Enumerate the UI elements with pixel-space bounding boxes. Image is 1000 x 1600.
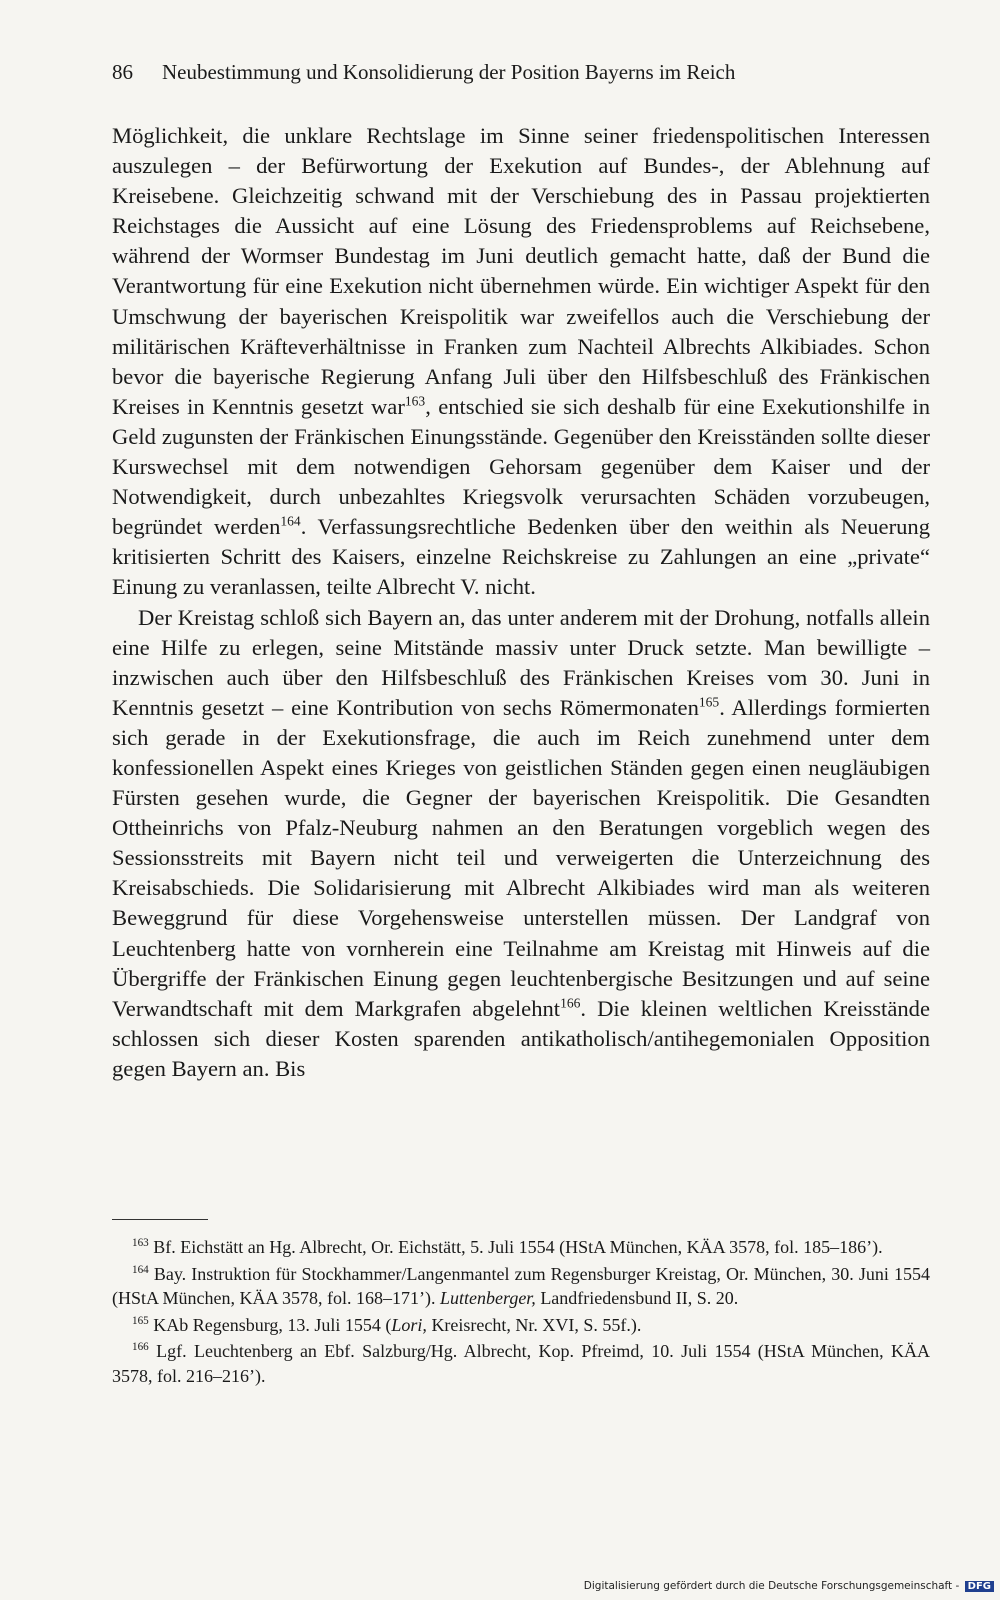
footnote-166 <box>112 1339 930 1388</box>
footnote-text: Bay. Instruktion für Stockhammer/Langenmantel zum Regensburger Kreistag, Or. München, 30. Juni 1554 (HStA München, KÄA 3578, fol. 168–171’). <box>112 1263 931 1309</box>
paragraph-2-part-1: Der Kreistag schloß sich Bayern an, das unter anderem mit der Drohung, notfalls allein eine Hilfe zu erlegen, seine Mitstände massiv unter Druck setzte. Man bewilligte – inzwischen auch über den Hilfsbeschluß des Fränkischen Kreises vom 30. Juni in Kenntnis gesetzt – eine Kontribution von sechs Römermonaten <box>112 604 930 720</box>
credit-text: Digitalisierung gefördert durch die Deutsche Forschungsgemeinschaft - <box>583 1580 960 1592</box>
footnote-163 <box>112 1235 930 1260</box>
footnote-ref-164[interactable]: 164 <box>280 513 301 529</box>
footnote-text: Landfriedensbund II, S. 20. <box>535 1288 739 1309</box>
footnote-164 <box>112 1262 930 1311</box>
paragraph-1-part-3: . Verfassungsrechtliche Bedenken über den weithin als Neuerung kritisierten Schritt des Kaisers, einzelne Reichskreise zu Zahlungen an eine „private“ Einung zu veranlassen, teilte Albrecht V. nicht. <box>112 514 930 600</box>
footnote-author: Lori, <box>391 1314 427 1335</box>
footnote-ref-163[interactable]: 163 <box>404 393 426 409</box>
footnote-author: Luttenberger, <box>439 1288 536 1309</box>
footnotes <box>112 1235 930 1391</box>
footnote-165 <box>112 1313 930 1338</box>
paragraph-2-part-3: . Die kleinen weltlichen Kreisstände schlossen sich dieser Kosten sparenden antikatholisch/antihegemonialen Opposition gegen Bayern an. Bis <box>112 995 930 1081</box>
running-title: Neubestimmung und Konsolidierung der Position Bayerns im Reich <box>162 60 736 84</box>
footnote-number: 165 <box>132 1314 149 1327</box>
paragraph-1-part-1: Möglichkeit, die unklare Rechtslage im Sinne seiner friedenspolitischen Interessen auszulegen – der Befürwortung der Exekution auf Bundes-, der Ablehnung auf Kreisebene. Gleichzeitig schwand mit der Verschiebung des in Passau projektierten Reichstages die Aussicht auf eine Lösung des Friedensproblems auf Reichsebene, während der Wormser Bundestag im Juni deutlich gemacht hatte, daß der Bund die Verantwortung für eine Exekution nicht übernehmen würde. Ein wichtiger Aspekt für den Umschwung der bayerischen Kreispolitik war zweifellos auch die Verschiebung der militärischen Kräfteverhältnisse in Franken zum Nachteil Albrechts Alkibiades. Schon bevor die bayerische Regierung Anfang Juli über den Hilfsbeschluß des Fränkischen Kreises in Kenntnis gesetzt war <box>112 123 930 419</box>
footnote-ref-165[interactable]: 165 <box>698 694 720 710</box>
page-number: 86 <box>112 60 133 84</box>
main-text <box>112 121 930 1084</box>
running-header <box>112 58 862 86</box>
digitization-credit <box>584 1580 994 1592</box>
footnote-number: 163 <box>132 1237 149 1249</box>
footnote-number: 164 <box>132 1263 149 1276</box>
footnote-text: Lgf. Leuchtenberg an Ebf. Salzburg/Hg. Albrecht, Kop. Pfreimd, 10. Juli 1554 (HStA München, KÄA 3578, fol. 216–216’). <box>112 1341 931 1386</box>
footnote-separator <box>112 1219 208 1220</box>
dfg-logo: DFG <box>965 1581 994 1592</box>
paragraph-1-part-2: , entschied sie sich deshalb für eine Exekutionshilfe in Geld zugunsten der Fränkischen Einungsstände. Gegenüber den Kreisständen sollte dieser Kurswechsel mit dem notwendigen Gehorsam gegenüber dem Kaiser und der Notwendigkeit, durch unbezahltes Kriegsvolk verursachten Schäden vorzubeugen, begründet werden <box>112 393 930 540</box>
footnote-text: KAb Regensburg, 13. Juli 1554 ( <box>153 1314 392 1335</box>
footnote-number: 166 <box>132 1341 149 1354</box>
footnote-text: Kreisrecht, Nr. XVI, S. 55f.). <box>426 1314 642 1335</box>
paragraph-1 <box>112 121 930 603</box>
footnote-text: Bf. Eichstätt an Hg. Albrecht, Or. Eichstätt, 5. Juli 1554 (HStA München, KÄA 3578, fol. 185–186’). <box>153 1237 883 1257</box>
footnote-ref-166[interactable]: 166 <box>560 995 581 1011</box>
paragraph-2-part-2: . Allerdings formierten sich gerade in der Exekutionsfrage, die auch im Reich zunehmend unter dem konfessionellen Aspekt eines Krieges von geistlichen Ständen gegen einen neugläubigen Fürsten gesehen wurde, die Gegner der bayerischen Kreispolitik. Die Gesandten Ottheinrichs von Pfalz-Neuburg nahmen an den Beratungen vorgeblich wegen des Sessionsstreits mit Bayern nicht teil und verweigerten die Unterzeichnung des Kreisabschieds. Die Solidarisierung mit Albrecht Alkibiades wird man als weiteren Beweggrund für diese Vorgehensweise unterstellen müssen. Der Landgraf von Leuchtenberg hatte von vornherein eine Teilnahme am Kreistag mit Hinweis auf die Übergriffe der Fränkischen Einung gegen leuchtenbergische Besitzungen und auf seine Verwandtschaft mit dem Markgrafen abgelehnt <box>112 694 930 1021</box>
paragraph-2 <box>112 603 930 1085</box>
